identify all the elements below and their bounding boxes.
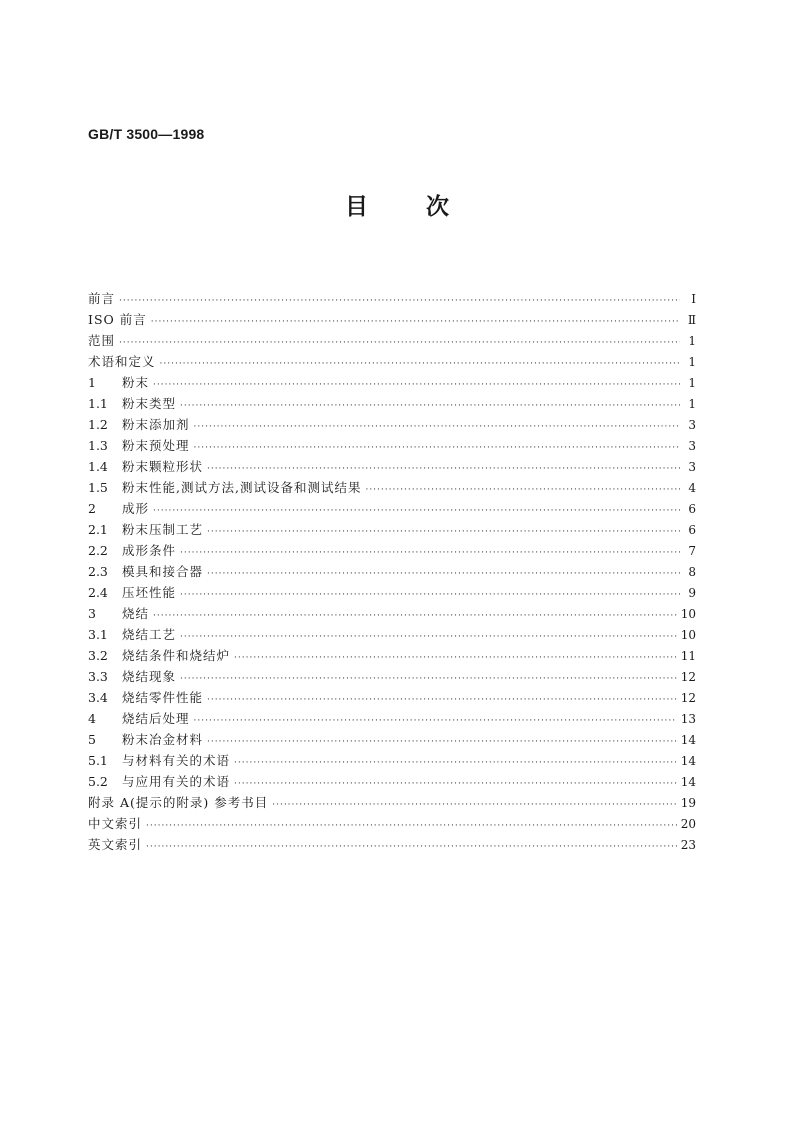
toc-entry-page: 10 [680,628,696,642]
toc-entry-page: 9 [688,586,696,600]
toc-entry[interactable] [88,519,696,540]
toc-leader-dots [365,480,680,501]
toc-entry[interactable] [88,750,696,771]
toc-entry[interactable] [88,498,696,519]
toc-leader-dots [207,690,677,711]
toc-entry-number: 1.4 [88,459,108,474]
toc-entry-label: 粉末冶金材料 [122,732,204,747]
toc-leader-dots [153,606,677,627]
toc-leader-dots [272,795,676,816]
toc-entry-label: 英文索引 [88,837,143,852]
toc-entry-page: 3 [688,439,696,453]
toc-entry-label: 成形条件 [122,543,177,558]
toc-entry-number: 3 [88,606,96,621]
toc-entry-label: 粉末预处理 [122,438,190,453]
toc-entry-page: Ⅱ [687,313,696,327]
toc-entry-page: I [691,292,696,306]
toc-leader-dots [146,837,677,858]
toc-entry-label: 粉末压制工艺 [122,522,204,537]
toc-entry-page: 19 [680,796,696,810]
title-char-2: 次 [426,194,449,220]
toc-entry-label: 烧结 [122,606,150,621]
toc-entry-label: 粉末性能,测试方法,测试设备和测试结果 [122,480,362,495]
toc-entry-label: 与应用有关的术语 [122,774,231,789]
toc-leader-dots [153,501,680,522]
toc-entry[interactable] [88,561,696,582]
toc-leader-dots [207,522,680,543]
toc-entry-label: 粉末类型 [122,396,177,411]
toc-entry-label: 烧结零件性能 [122,690,204,705]
toc-entry[interactable] [88,582,696,603]
toc-entry-label: 烧结后处理 [122,711,190,726]
toc-entry-label: 模具和接合器 [122,564,204,579]
toc-entry-label: 烧结条件和烧结炉 [122,648,231,663]
toc-entry[interactable] [88,729,696,750]
toc-entry[interactable] [88,792,696,813]
table-of-contents [88,288,696,855]
toc-entry[interactable] [88,414,696,435]
toc-entry-label: 前言 [88,291,116,306]
toc-entry-page: 4 [688,481,696,495]
toc-entry-number: 5.2 [88,774,108,789]
toc-entry[interactable] [88,330,696,351]
toc-entry-label: 烧结现象 [122,669,177,684]
toc-entry[interactable] [88,351,696,372]
toc-entry[interactable] [88,666,696,687]
title-char-1: 目 [345,194,368,220]
toc-leader-dots [234,753,677,774]
toc-entry-page: 1 [688,355,696,369]
toc-entry[interactable] [88,288,696,309]
toc-entry-number: 1.5 [88,480,108,495]
toc-leader-dots [180,627,677,648]
toc-entry-number: 4 [88,711,96,726]
toc-entry[interactable] [88,624,696,645]
toc-entry-page: 12 [680,670,696,684]
toc-entry-number: 5.1 [88,753,108,768]
toc-entry-label: ISO 前言 [88,312,147,327]
toc-entry-label: 粉末添加剂 [122,417,190,432]
toc-leader-dots [207,564,680,585]
toc-entry-number: 1 [88,375,96,390]
toc-entry-page: 12 [680,691,696,705]
toc-leader-dots [160,354,680,375]
toc-entry-page: 6 [688,502,696,516]
toc-entry-label: 成形 [122,501,150,516]
toc-leader-dots [180,396,680,417]
toc-entry[interactable] [88,813,696,834]
toc-entry-page: 14 [680,733,696,747]
toc-leader-dots [180,585,680,606]
toc-entry[interactable] [88,687,696,708]
toc-entry-label: 范围 [88,333,116,348]
toc-leader-dots [119,333,680,354]
toc-entry-page: 14 [680,775,696,789]
standard-code: GB/T 3500—1998 [88,126,205,142]
toc-entry-label: 粉末 [122,375,150,390]
toc-entry-number: 2.3 [88,564,108,579]
toc-entry-page: 13 [680,712,696,726]
toc-leader-dots [146,816,677,837]
toc-entry-label: 粉末颗粒形状 [122,459,204,474]
toc-entry[interactable] [88,393,696,414]
toc-entry-page: 1 [688,334,696,348]
toc-entry-page: 14 [680,754,696,768]
toc-entry-page: 6 [688,523,696,537]
toc-leader-dots [194,417,680,438]
toc-entry-number: 2.2 [88,543,108,558]
toc-entry-label: 压坯性能 [122,585,177,600]
toc-entry-number: 3.2 [88,648,108,663]
toc-entry-label: 中文索引 [88,816,143,831]
page-title [0,188,794,221]
toc-leader-dots [151,312,680,333]
toc-entry[interactable] [88,372,696,393]
toc-entry-page: 11 [680,649,696,663]
toc-entry[interactable] [88,309,696,330]
toc-entry-page: 10 [680,607,696,621]
toc-leader-dots [153,375,680,396]
toc-entry-number: 2 [88,501,96,516]
toc-entry-label: 烧结工艺 [122,627,177,642]
toc-entry-page: 1 [688,397,696,411]
toc-entry[interactable] [88,834,696,855]
toc-entry-page: 20 [680,817,696,831]
toc-entry-label: 附录 A(提示的附录) 参考书目 [88,795,269,810]
toc-entry-number: 2.1 [88,522,108,537]
toc-entry[interactable] [88,435,696,456]
toc-entry-number: 1.3 [88,438,108,453]
toc-entry-number: 2.4 [88,585,108,600]
toc-entry[interactable] [88,645,696,666]
toc-entry-page: 3 [688,418,696,432]
toc-leader-dots [234,648,677,669]
toc-entry-label: 与材料有关的术语 [122,753,231,768]
toc-entry-number: 3.3 [88,669,108,684]
toc-leader-dots [194,711,677,732]
toc-entry-number: 3.4 [88,690,108,705]
toc-leader-dots [119,291,680,312]
toc-entry-page: 8 [688,565,696,579]
toc-entry[interactable] [88,540,696,561]
toc-leader-dots [194,438,680,459]
toc-entry-number: 1.2 [88,417,108,432]
toc-entry[interactable] [88,708,696,729]
toc-entry[interactable] [88,603,696,624]
toc-leader-dots [207,732,677,753]
toc-entry-number: 3.1 [88,627,108,642]
toc-entry-page: 7 [688,544,696,558]
toc-entry-page: 3 [688,460,696,474]
toc-entry[interactable] [88,456,696,477]
toc-leader-dots [180,669,677,690]
toc-entry-label: 术语和定义 [88,354,156,369]
toc-leader-dots [234,774,677,795]
toc-entry[interactable] [88,771,696,792]
toc-entry-page: 23 [680,838,696,852]
toc-leader-dots [180,543,680,564]
toc-entry-page: 1 [688,376,696,390]
toc-entry-number: 1.1 [88,396,108,411]
toc-entry-number: 5 [88,732,96,747]
toc-entry[interactable] [88,477,696,498]
